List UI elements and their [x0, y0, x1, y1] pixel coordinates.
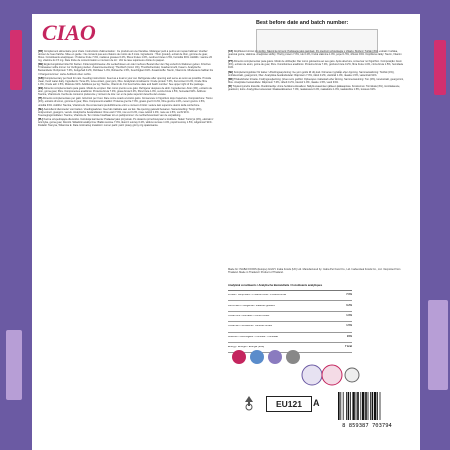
- table-row: [228, 291, 352, 301]
- language-code: [NL]: [38, 107, 44, 111]
- nutrient-value: 7 kcal: [345, 345, 352, 349]
- analysis-title: Analytical constituents / Analytische Bestandteile / Constituants analytiques: [228, 284, 323, 287]
- language-text: Täydennysrehu kissoille. Ruokintaohje: Anna herkkuna kissallesi. Säilytä avaamisen jälkeen jääkaapissa. Koostumus: Tonnikala (4%), tonnikalauute, guarkumi, kuitu. Analyyttiset ainesosat: Raakavalkuainen 7.0%, raakarasva 0.2%, raakakuitu 1.0%, raakatuhka 1.5%, kosteus 91%.: [228, 85, 401, 92]
- eu-code-box: EU121: [266, 396, 312, 412]
- barcode-bar: [346, 392, 347, 420]
- barcode-bar: [360, 392, 361, 420]
- barcode: [336, 392, 396, 422]
- variant-letter: A: [313, 398, 320, 408]
- seal-icon-2: [322, 365, 342, 385]
- table-row: [228, 333, 352, 343]
- language-block: [228, 71, 404, 77]
- barcode-bar: [348, 392, 350, 420]
- language-block: [38, 97, 214, 106]
- language-text: Ergänzungsfuttermittel für Katzen. Fütterungshinweise: Als Leckerbissen ein oder mehrere Beutel über den Tag verteilt zu Rationen geben. Frisches Trinkwasser sollte immer zur Verfügung stehen. Zusammensetzung: Thunfisch (mind. 4%), Thunfischextrakt, Guarkernmehl, Fasern. Analytische Bestandteile: Rohprotein 7.0%, Fettgehalt 0.2%, Rohfaser 1.0%, Rohasche 1.5%, Feuchtigkeit 91%. Zusatzstoffe: Taurin, Vitamin E. Mindestens haltbar bis / Chargennummer: siehe Aufdruck oben rechts.: [38, 63, 213, 76]
- language-block: [228, 50, 404, 59]
- table-row: [228, 301, 352, 311]
- right-pink-seam: [434, 40, 446, 95]
- nutrient-name: Moisture / Feuchtigkeit / Humidité / Humedad: [228, 335, 279, 338]
- language-text: Aanvullend diervoeder voor katten. Voedingsadvies: Geef als traktatie aan uw kat. Na opening gekoeld bewaren. Samenstelling: Tonijn (4%), tonijnextract, guargom, vezels. Analytische bestanddelen: Ruw eiwit 7.0%, ruw vet 0.2%, ruwe celstof 1.0%, ruwe as 1.5%, vocht 91%. Toevoegingsmiddelen: Taurine, Vitamine E. Ten minste houdbaar tot en partijnummer: zie rechterbovenkant van de verpakking.: [38, 107, 203, 117]
- language-text: Complément alimentaire pour chats. Instructions d'alimentation : Ce produit est une friandise. Mélangez petit à petit à son repas habituel. Veuillez donner de l'eau fraîche. Mise en garde : Ne convient pas aux chatons de moins de 3 mois. Ingrédients : Thon (poulet), extrait de thon, gomme de guar, fibres. Constituants analytiques : Protéine brute 7.0%, matières grasses 0.2%, fibres brutes 1.0%, cendres brutes 1.5%, humidité 91%. Additifs : taurine 20 mg, vitamine E 2.5 mg. Date limite de consommation et numéro de lot : Voir la case supérieure droite du paquet.: [38, 50, 212, 63]
- language-code: [PL]: [38, 118, 43, 122]
- nutrient-name: Protein / Rohprotein / Protéine brute / Proteína bruta: [228, 294, 286, 297]
- nutrient-name: Crude fibre / Rohfaser / Fibres brutes: [228, 315, 270, 318]
- barcode-bar: [372, 392, 374, 420]
- language-code: [ES]: [38, 87, 44, 91]
- language-code: [IT]: [38, 97, 42, 101]
- language-code: [FI]: [228, 85, 232, 89]
- nutrient-value: 7.0%: [346, 293, 352, 297]
- language-text: Tilskudsfoder til katte. Fodringsvejledning: Gives som godbid. Opbevares i køleskab efter åbning. Sammensætning: Tun (4%), tunekstrakt, guargummi, fibre. Analytiske bestanddele: Råprotein 7.0%, råfedt 0.2%, træstof 1.0%, råaske 1.5%, vand 91%.: [228, 77, 404, 84]
- barcode-bar: [350, 392, 351, 420]
- barcode-bar: [380, 392, 381, 420]
- barcode-number: 8 859387 703794: [342, 423, 392, 429]
- table-row: [228, 312, 352, 322]
- language-block: [38, 63, 214, 75]
- barcode-bar: [357, 392, 359, 420]
- manufacturer-info: Made for: INABA FOODS (Europe) GmbH. Inaba Foods (UK) Ltd. Manufactured by: Inaba Pet Food Co., Ltd. Inaba-Ideal Foods Co., Ltd. / Exported from Thailand. Made in Thailand / Product of Thailand.: [228, 268, 401, 275]
- language-code: [CZ]: [228, 50, 234, 53]
- recycle-icon: [240, 394, 258, 412]
- language-code: [DE]: [38, 63, 44, 67]
- language-text: Karma uzupełniająca dla kotów. Instrukcja karmienia: Podawać jako przysmak. Po otwarciu przechowywać w lodówce. Skład: Tuńczyk (4%), ekstrakt z tuńczyka, guma guar, błonnik. Składniki analityczne: Białko surowe 7.0%, tłuszcz surowy 0.2%, włókno surowe 1.0%, popiół surowy 1.5%, wilgotność 91%. Dodatki: Tauryna, Witamina E. Data minimalnej trwałości i numer partii: patrz prawy górny róg opakowania.: [38, 118, 214, 128]
- logo-text: CIAO: [42, 20, 96, 45]
- language-code: [DK]: [228, 77, 234, 81]
- left-lilac-seam: [6, 330, 22, 400]
- analysis-table: [228, 290, 352, 353]
- language-text: Kompletteringsfoder för katter. Utfodringsanvisning: Ge som godis till din katt. Förvaras i kylskåp efter öppning. Sammansättning: Tonfisk (4%), tonfiskextrakt, guargummi, fiber. Analytiska beståndsdelar: Råprotein 7.0%, råfett 0.2%, växttråd 1.0%, råaska 1.5%, vattenhalt 91%.: [228, 70, 395, 77]
- barcode-bar: [338, 392, 340, 420]
- language-block: [38, 50, 214, 62]
- barcode-bar: [365, 392, 367, 420]
- language-block: [228, 78, 404, 84]
- language-block: [228, 85, 404, 91]
- best-before-label: Best before date and batch number:: [256, 20, 349, 26]
- seal-icon-3: [345, 368, 359, 382]
- ciao-logo: [40, 18, 100, 46]
- barcode-bar: [352, 392, 354, 420]
- right-text-column: [228, 50, 404, 188]
- barcode-bar: [377, 392, 378, 420]
- seal-icon-1: [302, 365, 322, 385]
- nutrient-value: 91%: [346, 334, 352, 338]
- language-text: Alimento complementare per gatti. Istruzioni per l'uso: Dare come snack al vostro gatto. Conservare in frigorifero dopo l'apertura. Composizione: Tonno (4%), estratto di tonno, gomma di guar, fibra. Componenti analitici: Proteina grezza 7.0%, grassi grezzi 0.2%, fibra grezza 1.0%, ceneri grezze 1.5%, umidità 91%. Additivi: Taurina, Vitamina E. Da consumarsi preferibilmente entro e numero di lotto: vedere lato superiore destro della confezione.: [38, 97, 213, 107]
- language-text: Alimento complementario para gatos. Modo de empleo: Dar como premio a su gato. Refrigerar después de abrir. Ingredientes: Atún (4%), extracto de atún, goma guar, fibra. Componentes analíticos: Proteína bruta 7.0%, grasa bruta 0.2%, fibra bruta 1.0%, ceniza bruta 1.5%, humedad 91%. Aditivos: Taurina, Vitamina E. Fecha de consumo preferente y número de lote: ver en la parte superior derecha del envase.: [38, 87, 212, 97]
- language-code: [PT]: [228, 60, 233, 64]
- nutrient-value: 1.5%: [346, 324, 352, 328]
- table-row: [228, 322, 352, 332]
- barcode-bar: [356, 392, 357, 420]
- language-block: [228, 60, 404, 69]
- left-text-column: [38, 50, 214, 438]
- language-block: [38, 108, 214, 117]
- cat-icon: [232, 350, 246, 364]
- left-pink-seam: [10, 30, 22, 90]
- language-code: [GB]: [38, 76, 44, 80]
- language-code: [FR]: [38, 50, 44, 53]
- nutrient-value: 1.0%: [346, 314, 352, 318]
- nutrient-value: 0.2%: [346, 303, 352, 307]
- barcode-bar: [340, 392, 341, 420]
- barcode-bar: [343, 392, 344, 420]
- barcode-bar: [370, 392, 371, 420]
- language-block: [38, 77, 214, 86]
- language-text: Complementary pet food for cats. Feeding instructions: Feed as a treat to your cat. Refrigerate after opening and serve as soon as possible. Provide clean, fresh water daily. Ingredients: Tuna 4%, tuna extract, guar gum, fibre. Analytical constituents: Crude protein 7.0%, Fat content 0.2%, Crude fibre 1.0%, Crude ash 1.5%, Moisture 91%. Additives per kg: Taurine, Vitamin E. For best before date and batch number: See upper right of the package.: [38, 76, 212, 86]
- right-lilac-seam: [428, 300, 448, 390]
- certification-seals: [300, 362, 360, 388]
- barcode-bar: [374, 392, 376, 420]
- language-code: [SE]: [228, 70, 234, 74]
- barcode-bar: [362, 392, 364, 420]
- nutrient-name: Crude ash / Rohasche / Cendres brutes: [228, 325, 273, 328]
- barcode-bar: [368, 392, 369, 420]
- bin-icon: [286, 350, 300, 364]
- fridge-icon: [268, 350, 282, 364]
- nutrient-name: Energy / Energie / Énergie (kcal): [228, 346, 265, 349]
- water-drop-icon: [250, 350, 264, 364]
- language-block: [38, 118, 214, 127]
- language-text: Doplňkové krmivo pro kočky. Návod ke krmení: Podávejte jako pamlsek. Po otevření uchovávejte v chladu. Složení: Tuňák (4%), extrakt z tuňáka, guarová guma, vláknina. Analytické složky: Hrubý protein 7.0%, tuk 0.2%, hrubá vláknina 1.0%, popel 1.5%, vlhkost 91%. Doplňkové látky: Taurin, Vitamin E.: [228, 50, 402, 60]
- language-block: [38, 87, 214, 96]
- nutrient-name: Fat content / Fettgehalt / Matières grasses: [228, 304, 275, 307]
- language-text: Alimento complementar para gatos. Modo de utilização: Dar como guloseima ao seu gato. Após abertura, conservar no frigorífico. Composição: Atum (4%), extrato de atum, goma de guar, fibra. Constituintes analíticos: Proteína bruta 7.0%, gordura bruta 0.2%, fibra bruta 1.0%, cinza bruta 1.5%, humidade 91%.: [228, 60, 404, 70]
